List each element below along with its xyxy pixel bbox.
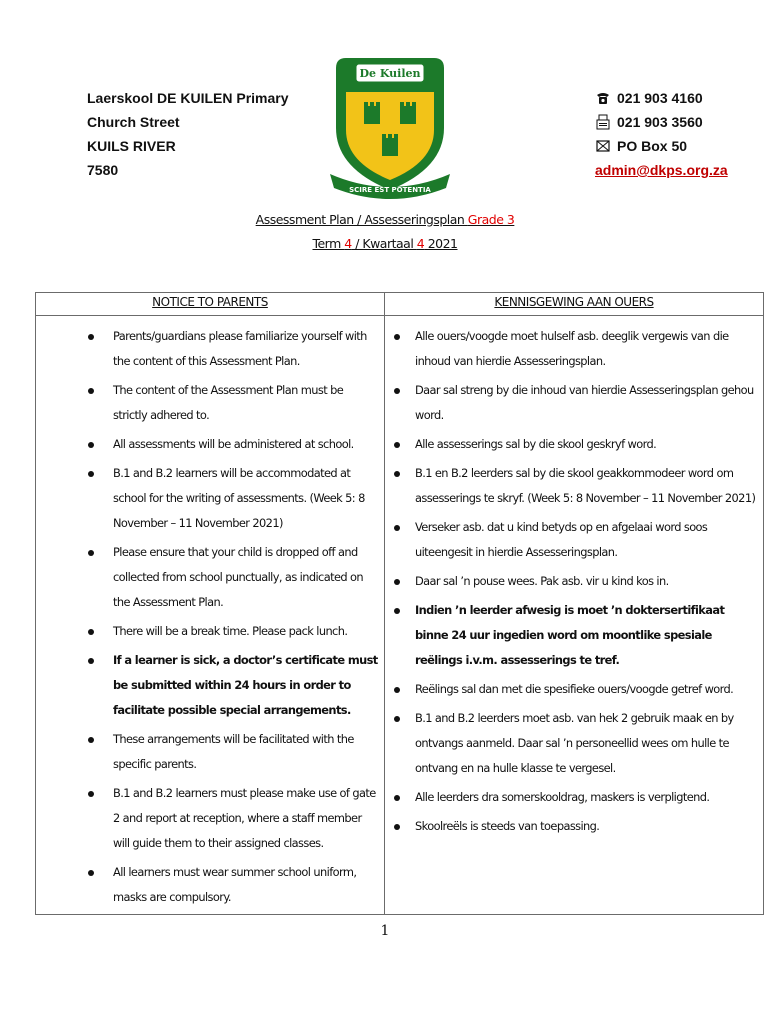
- list-item: [36, 432, 378, 457]
- bullet-icon: [394, 579, 400, 585]
- list-item: [385, 598, 757, 673]
- list-item: [385, 569, 757, 594]
- notice-heading-afrikaans: KENNISGEWING AAN OUERS: [385, 293, 764, 316]
- fax-row: [595, 110, 728, 134]
- bullet-icon: [394, 442, 400, 448]
- list-item: [385, 461, 757, 511]
- notice-english-cell: [36, 316, 385, 915]
- bullet-icon: [88, 737, 94, 743]
- list-item-text: Reëlings sal dan met die spesifieke ouers/voogde getref word.: [415, 682, 734, 696]
- telephone-icon: [595, 90, 611, 106]
- list-item: [36, 860, 378, 910]
- crest-banner-text: De Kuilen: [359, 67, 421, 80]
- notice-heading-english: NOTICE TO PARENTS: [36, 293, 385, 316]
- term-number: 4: [344, 236, 352, 251]
- bullet-icon: [394, 687, 400, 693]
- bullet-icon: [88, 388, 94, 394]
- term-label: Term: [312, 236, 345, 251]
- crest-motto: SCIRE EST POTENTIA: [349, 186, 431, 194]
- list-item-text: B.1 and B.2 learners must please make use of gate 2 and report at reception, where a staff member will guide them to their assigned classes.: [113, 786, 376, 850]
- list-item: [36, 324, 378, 374]
- list-item-text: All assessments will be administered at school.: [113, 437, 354, 451]
- list-item-text: Verseker asb. dat u kind betyds op en afgelaai word soos uiteengesit in hierdie Assesseringsplan.: [415, 520, 708, 559]
- address-line: 7580: [87, 162, 119, 178]
- list-item-text: Skoolreëls is steeds van toepassing.: [415, 819, 600, 833]
- list-item: [36, 378, 378, 428]
- notice-table: [35, 292, 764, 915]
- list-item: [385, 706, 757, 781]
- list-item-text: All learners must wear summer school uniform, masks are compulsory.: [113, 865, 357, 904]
- kwartaal-label: / Kwartaal: [351, 236, 417, 251]
- list-item-text: These arrangements will be facilitated with the specific parents.: [113, 732, 354, 771]
- list-item-text: Alle ouers/voogde moet hulself asb. deeglik vergewis van die inhoud van hierdie Assesseringsplan.: [415, 329, 729, 368]
- bullet-icon: [88, 629, 94, 635]
- bullet-icon: [394, 388, 400, 394]
- bullet-icon: [394, 824, 400, 830]
- list-item: [36, 540, 378, 615]
- bullet-icon: [88, 870, 94, 876]
- list-item: [385, 814, 757, 839]
- year-label: 2021: [424, 236, 458, 251]
- grade-label: Grade 3: [467, 212, 515, 227]
- list-item: [36, 781, 378, 856]
- fax-icon: [595, 114, 611, 130]
- bullet-icon: [88, 658, 94, 664]
- notice-list-afrikaans: [385, 324, 757, 839]
- list-item: [385, 432, 757, 457]
- list-item-text: Please ensure that your child is dropped off and collected from school punctually, as indicated on the Assessment Plan.: [113, 545, 364, 609]
- bullet-icon: [88, 471, 94, 477]
- list-item-text: Alle assesserings sal by die skool geskryf word.: [415, 437, 657, 451]
- list-item-text: B.1 and B.2 leerders moet asb. van hek 2 gebruik maak en by ontvangs aanmeld. Daar sal ’n personeellid wees om hulle te ontvang en na hulle klasse te vergesel.: [415, 711, 734, 775]
- bullet-icon: [88, 791, 94, 797]
- page-number: 1: [380, 923, 390, 939]
- bullet-icon: [88, 550, 94, 556]
- list-item: [385, 324, 757, 374]
- list-item: [36, 648, 378, 723]
- list-item: [385, 785, 757, 810]
- term-title: [0, 236, 770, 251]
- list-item-text: B.1 en B.2 leerders sal by die skool geakkommodeer word om assesserings te skryf. (Week 5: 8 November – 11 November 2021): [415, 466, 756, 505]
- list-item: [36, 461, 378, 536]
- kwartaal-number: 4: [416, 236, 425, 251]
- list-item-text: Daar sal streng by die inhoud van hierdie Assesseringsplan gehou word.: [415, 383, 754, 422]
- list-item: [385, 378, 757, 428]
- address-line: Laerskool DE KUILEN Primary: [87, 90, 289, 106]
- address-line: Church Street: [87, 114, 180, 130]
- list-item-text: The content of the Assessment Plan must be strictly adhered to.: [113, 383, 344, 422]
- bullet-icon: [394, 716, 400, 722]
- list-item-text: Alle leerders dra somerskooldrag, maskers is verpligtend.: [415, 790, 710, 804]
- list-item-text: Indien ’n leerder afwesig is moet ’n doktersertifikaat binne 24 uur ingedien word om moontlike spesiale reëlings i.v.m. assesserings te tref.: [415, 603, 725, 667]
- notice-list-english: [36, 324, 378, 910]
- title-text: Assessment Plan / Assesseringsplan: [255, 212, 468, 227]
- document-title: [0, 212, 770, 227]
- address-line: KUILS RIVER: [87, 138, 176, 154]
- bullet-icon: [88, 334, 94, 340]
- phone-row: [595, 86, 728, 110]
- list-item-text: Daar sal ’n pouse wees. Pak asb. vir u kind kos in.: [415, 574, 669, 588]
- contact-block: [595, 86, 728, 182]
- list-item: [36, 619, 378, 644]
- bullet-icon: [394, 608, 400, 614]
- bullet-icon: [394, 795, 400, 801]
- list-item: [385, 515, 757, 565]
- list-item-text: Parents/guardians please familiarize yourself with the content of this Assessment Plan.: [113, 329, 367, 368]
- email-row: [595, 158, 728, 182]
- list-item: [385, 677, 757, 702]
- bullet-icon: [394, 334, 400, 340]
- phone-number: 021 903 4160: [617, 90, 703, 106]
- bullet-icon: [88, 442, 94, 448]
- list-item: [36, 727, 378, 777]
- notice-afrikaans-cell: [385, 316, 764, 915]
- list-item-text: There will be a break time. Please pack lunch.: [113, 624, 348, 638]
- po-box-row: [595, 134, 728, 158]
- list-item-text: B.1 and B.2 learners will be accommodated at school for the writing of assessments. (Week 5: 8 November – 11 November 2021): [113, 466, 365, 530]
- list-item-text: If a learner is sick, a doctor’s certificate must be submitted within 24 hours in order to facilitate possible special arrangements.: [113, 653, 378, 717]
- school-crest-logo: [330, 50, 450, 200]
- po-box: PO Box 50: [617, 138, 688, 154]
- email-link[interactable]: admin@dkps.org.za: [595, 162, 728, 178]
- fax-number: 021 903 3560: [617, 114, 703, 130]
- bullet-icon: [394, 525, 400, 531]
- school-address: [87, 86, 289, 182]
- bullet-icon: [394, 471, 400, 477]
- envelope-icon: [595, 138, 611, 154]
